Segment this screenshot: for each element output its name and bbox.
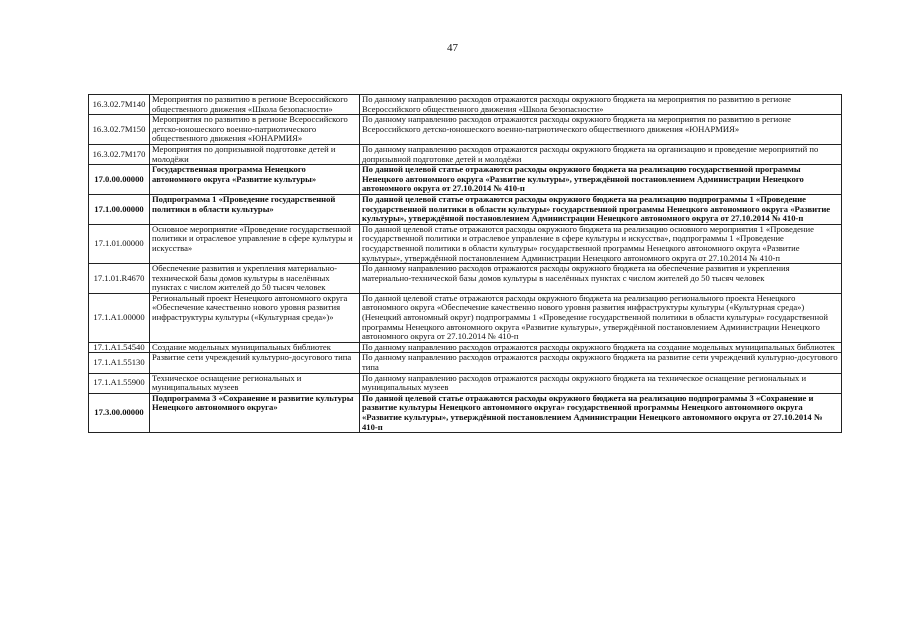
table-row	[89, 342, 842, 353]
description-cell: По данному направлению расходов отражаются расходы окружного бюджета на создание модельных муниципальных библиотек	[360, 342, 842, 353]
item-name-cell: Развитие сети учреждений культурно-досугового типа	[150, 353, 360, 373]
budget-classification-table	[88, 94, 842, 433]
description-cell: По данному направлению расходов отражаются расходы окружного бюджета на развитие сети учреждений культурно-досугового типа	[360, 353, 842, 373]
target-code-cell: 17.1.A1.00000	[89, 293, 150, 342]
item-name-cell: Создание модельных муниципальных библиотек	[150, 342, 360, 353]
item-name-cell: Мероприятия по развитию в регионе Всероссийского общественного движения «Школа безопасности»	[150, 95, 360, 115]
item-name-cell: Обеспечение развития и укрепления материально-технической базы домов культуры в населённых пунктах с числом жителей до 50 тысяч человек	[150, 264, 360, 294]
target-code-cell: 17.1.A1.55900	[89, 373, 150, 393]
item-name-cell: Региональный проект Ненецкого автономного округа «Обеспечение качественно нового уровня развития инфраструктуры культуры («Культурная среда»)»	[150, 293, 360, 342]
table-row	[89, 373, 842, 393]
description-cell: По данному направлению расходов отражаются расходы окружного бюджета на мероприятия по развитию в регионе Всероссийского общественного движения «Школа безопасности»	[360, 95, 842, 115]
target-code-cell: 17.1.A1.54540	[89, 342, 150, 353]
target-code-cell: 17.0.00.00000	[89, 165, 150, 195]
item-name-cell: Подпрограмма 3 «Сохранение и развитие культуры Ненецкого автономного округа»	[150, 393, 360, 432]
item-name-cell: Подпрограмма 1 «Проведение государственной политики в области культуры»	[150, 194, 360, 224]
table-row	[89, 353, 842, 373]
table-row	[89, 224, 842, 263]
description-cell: По данному направлению расходов отражаются расходы окружного бюджета на техническое оснащение региональных и муниципальных музеев	[360, 373, 842, 393]
description-cell: По данной целевой статье отражаются расходы окружного бюджета на реализацию основного мероприятия 1 «Проведение государственной политики и отраслевое управление в сфере культуры и искусства», подпрограммы 1 «Проведение государственной политики в области культуры» государственной программы Ненецкого автономного округа «Развитие культуры», утверждённой постановлением Администрации Ненецкого автономного округа от 27.10.2014 № 410-п	[360, 224, 842, 263]
description-cell: По данному направлению расходов отражаются расходы окружного бюджета на обеспечение развития и укрепления материально-технической базы домов культуры в населённых пунктах с числом жителей до 50 тысяч человек	[360, 264, 842, 294]
table-row	[89, 194, 842, 224]
description-cell: По данной целевой статье отражаются расходы окружного бюджета на реализацию регионального проекта Ненецкого автономного округа «Обеспечение качественно нового уровня развития инфраструктуры культуры («Культурная среда») (Ненецкий автономный округ) подпрограммы 1 «Проведение государственной политики в области культуры» государственной программы Ненецкого автономного округа «Развитие культуры», утверждённой постановлением Администрации Ненецкого автономного округа от 27.10.2014 № 410-п	[360, 293, 842, 342]
table-row	[89, 144, 842, 164]
item-name-cell: Государственная программа Ненецкого автономного округа «Развитие культуры»	[150, 165, 360, 195]
item-name-cell: Мероприятия по допризывной подготовке детей и молодёжи	[150, 144, 360, 164]
target-code-cell: 17.1.A1.55130	[89, 353, 150, 373]
table-row	[89, 393, 842, 432]
description-cell: По данному направлению расходов отражаются расходы окружного бюджета на мероприятия по развитию в регионе Всероссийского детско-юношеского военно-патриотического общественного движения «ЮНАРМИЯ»	[360, 115, 842, 145]
table-row	[89, 95, 842, 115]
target-code-cell: 16.3.02.7М170	[89, 144, 150, 164]
description-cell: По данной целевой статье отражаются расходы окружного бюджета на реализацию подпрограммы 3 «Сохранение и развитие культуры Ненецкого автономного округа» государственной программы Ненецкого автономного округа «Развитие культуры», утверждённой постановлением Администрации Ненецкого автономного округа от 27.10.2014 № 410-п	[360, 393, 842, 432]
target-code-cell: 17.1.00.00000	[89, 194, 150, 224]
item-name-cell: Основное мероприятие «Проведение государственной политики и отраслевое управление в сфере культуры и искусства»	[150, 224, 360, 263]
target-code-cell: 17.1.01.00000	[89, 224, 150, 263]
target-code-cell: 16.3.02.7М150	[89, 115, 150, 145]
item-name-cell: Техническое оснащение региональных и муниципальных музеев	[150, 373, 360, 393]
description-cell: По данной целевой статье отражаются расходы окружного бюджета на реализацию подпрограммы 1 «Проведение государственной политики в области культуры» государственной программы Ненецкого автономного округа «Развитие культуры», утверждённой постановлением Администрации Ненецкого автономного округа от 27.10.2014 № 410-п	[360, 194, 842, 224]
target-code-cell: 16.3.02.7М140	[89, 95, 150, 115]
description-cell: По данному направлению расходов отражаются расходы окружного бюджета на организацию и проведение мероприятий по допризывной подготовке детей и молодёжи	[360, 144, 842, 164]
page-number: 47	[447, 42, 458, 54]
description-cell: По данной целевой статье отражаются расходы окружного бюджета на реализацию государственной программы Ненецкого автономного округа «Развитие культуры», утверждённой постановлением Администрации Ненецкого автономного округа от 27.10.2014 № 410-п	[360, 165, 842, 195]
table-row	[89, 165, 842, 195]
table-row	[89, 115, 842, 145]
table-row	[89, 264, 842, 294]
target-code-cell: 17.1.01.R4670	[89, 264, 150, 294]
target-code-cell: 17.3.00.00000	[89, 393, 150, 432]
table-row	[89, 293, 842, 342]
item-name-cell: Мероприятия по развитию в регионе Всероссийского детско-юношеского военно-патриотического общественного движения «ЮНАРМИЯ»	[150, 115, 360, 145]
